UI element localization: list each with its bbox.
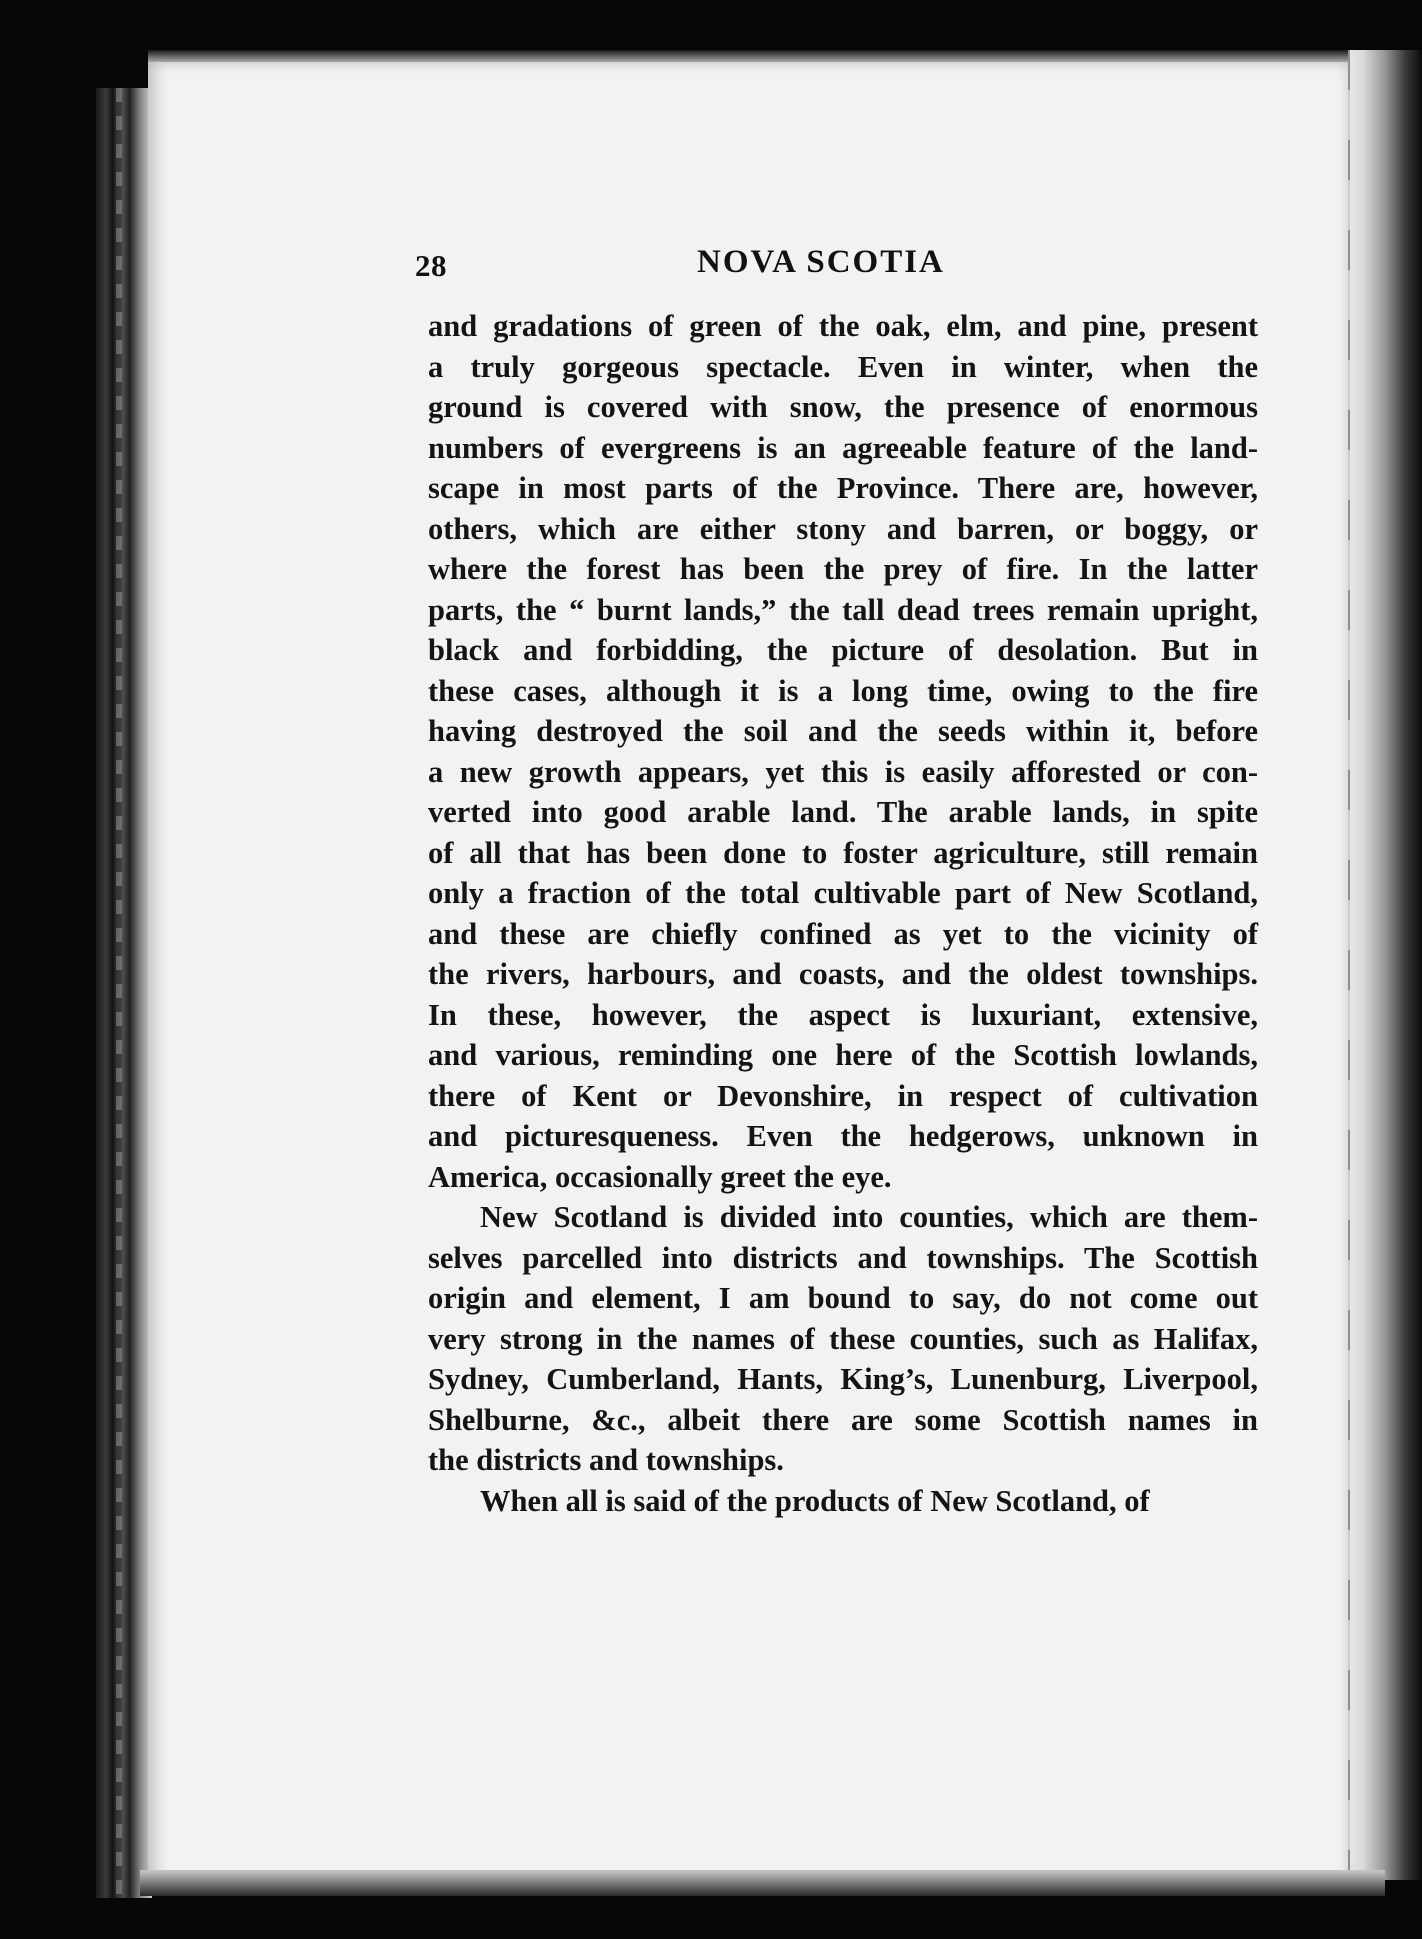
text-line: of all that has been done to foster agriculture, still remain <box>428 835 1258 870</box>
text-line: and these are chiefly confined as yet to the vicinity of <box>428 916 1258 951</box>
paragraph <box>428 306 1258 1197</box>
text-line: the rivers, harbours, and coasts, and the oldest townships. <box>428 957 1258 991</box>
text-line: Shelburne, &c., albeit there are some Scottish names in <box>428 1402 1258 1437</box>
text-line: and gradations of green of the oak, elm, and pine, present <box>428 309 1258 343</box>
text-line: very strong in the names of these counties, such as Halifax, <box>428 1321 1258 1356</box>
text-line: scape in most parts of the Province. There are, however, <box>428 471 1258 505</box>
text-line: Sydney, Cumberland, Hants, King’s, Lunenburg, Liverpool, <box>428 1362 1258 1396</box>
text-line: When all is said of the products of New Scotland, of <box>480 1483 1150 1518</box>
page-edge-bottom <box>140 1870 1385 1896</box>
page-edge-right <box>1338 50 1422 1880</box>
paragraph <box>428 1481 1258 1522</box>
body-text <box>428 306 1258 1521</box>
text-line: only a fraction of the total cultivable part of New Scotland, <box>428 876 1258 910</box>
running-title: NOVA SCOTIA <box>697 244 945 280</box>
text-line: others, which are either stony and barren, or boggy, or <box>428 511 1258 546</box>
text-line: origin and element, I am bound to say, do not come out <box>428 1281 1258 1315</box>
text-line: where the forest has been the prey of fire. In the latter <box>428 552 1258 586</box>
running-head <box>415 244 1235 288</box>
paragraph <box>428 1197 1258 1481</box>
book-binding-left <box>96 88 152 1898</box>
text-line: New Scotland is divided into counties, which are them- <box>480 1200 1258 1234</box>
text-line: these cases, although it is a long time, owing to the fire <box>428 673 1258 708</box>
page-number: 28 <box>415 248 447 283</box>
text-line: and picturesqueness. Even the hedgerows, unknown in <box>428 1119 1258 1153</box>
text-line: a truly gorgeous spectacle. Even in winter, when the <box>428 349 1258 384</box>
text-line: selves parcelled into districts and townships. The Scottish <box>428 1240 1258 1275</box>
text-line: the districts and townships. <box>428 1443 784 1477</box>
text-line: and various, reminding one here of the Scottish lowlands, <box>428 1038 1258 1072</box>
text-line: having destroyed the soil and the seeds within it, before <box>428 714 1258 748</box>
text-line: a new growth appears, yet this is easily afforested or con- <box>428 754 1258 789</box>
text-line: parts, the “ burnt lands,” the tall dead trees remain upright, <box>428 592 1258 627</box>
text-line: In these, however, the aspect is luxuriant, extensive, <box>428 997 1258 1032</box>
text-line: ground is covered with snow, the presence of enormous <box>428 390 1258 424</box>
text-line: numbers of evergreens is an agreeable feature of the land- <box>428 430 1258 465</box>
text-line: there of Kent or Devonshire, in respect of cultivation <box>428 1078 1258 1113</box>
text-line: verted into good arable land. The arable lands, in spite <box>428 795 1258 829</box>
text-line: black and forbidding, the picture of desolation. But in <box>428 633 1258 667</box>
text-line: America, occasionally greet the eye. <box>428 1159 892 1194</box>
